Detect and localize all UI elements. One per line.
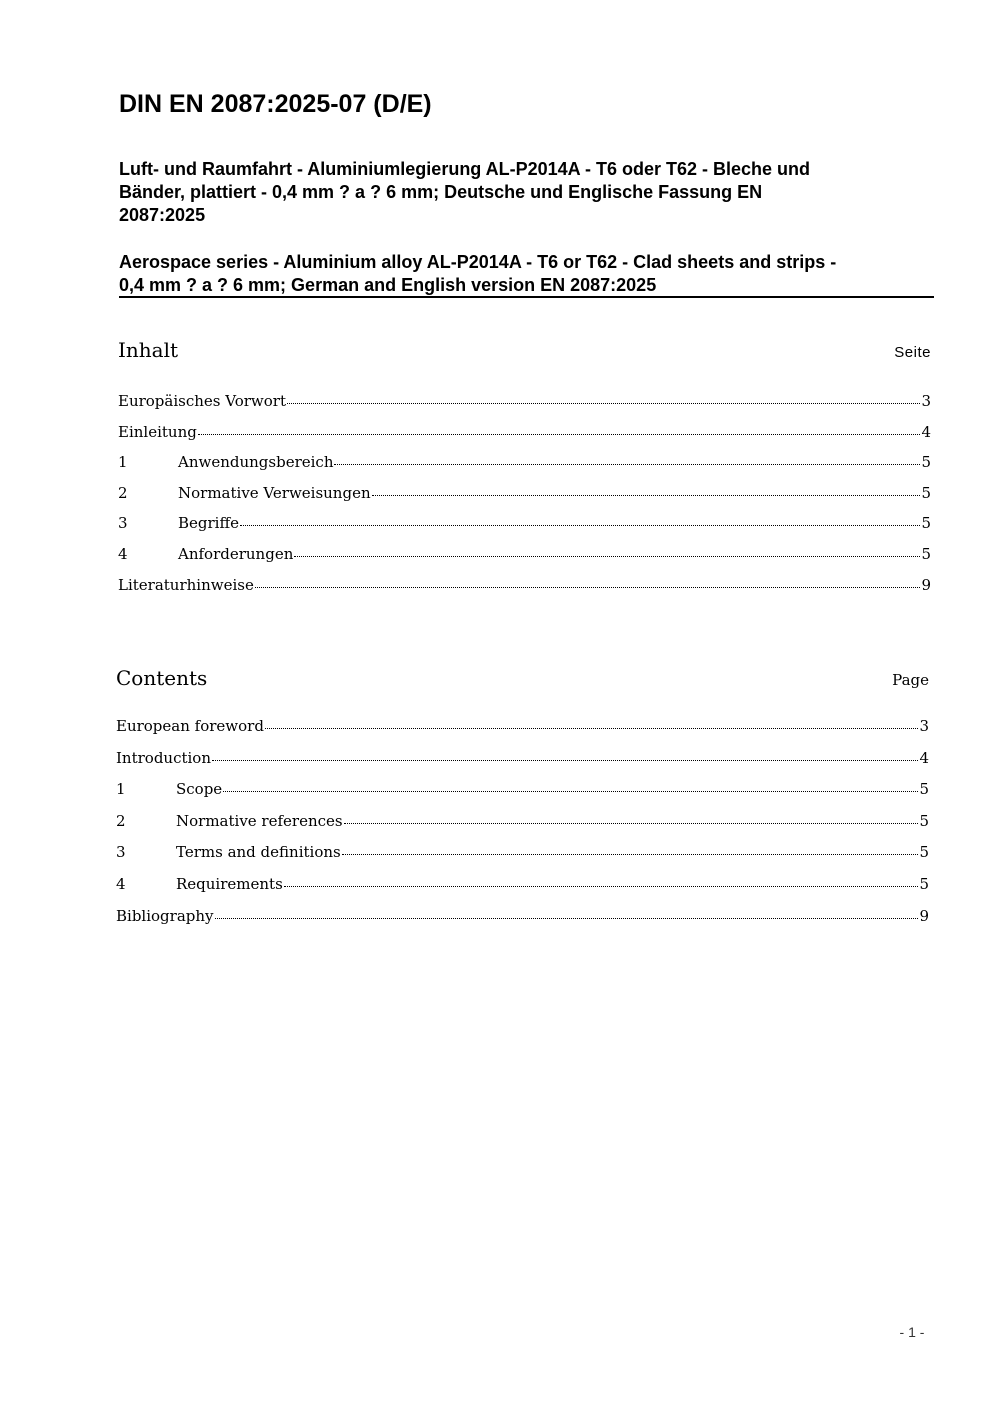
toc-entry[interactable]: [116, 907, 929, 939]
toc-entry-page: 5: [919, 811, 929, 830]
subtitle-german: Luft- und Raumfahrt - Aluminiumlegierung AL-P2014A - T6 oder T62 - Bleche und Bänder, plattiert - 0,4 mm ? a ? 6 mm; Deutsche und Englische Fassung EN 2087:2025: [119, 159, 811, 225]
toc-header: [118, 336, 931, 364]
toc-german: [118, 336, 931, 594]
toc-entry-label: Bibliography: [116, 906, 214, 925]
toc-entry[interactable]: [116, 749, 929, 781]
toc-entry-page: 5: [919, 874, 929, 893]
title-divider: [119, 296, 934, 298]
toc-entry-label: Terms and definitions: [176, 843, 341, 862]
toc-leader-dots: [342, 854, 919, 855]
toc-leader-dots: [294, 556, 920, 557]
toc-leader-dots: [334, 464, 920, 465]
toc-leader-dots: [344, 823, 919, 824]
toc-entry[interactable]: [118, 392, 931, 423]
toc-entry[interactable]: [118, 545, 931, 576]
toc-entry[interactable]: [118, 484, 931, 515]
toc-entry[interactable]: [116, 780, 929, 812]
toc-leader-dots: [372, 495, 921, 496]
toc-entry-label: Anforderungen: [178, 544, 294, 563]
toc-leader-dots: [215, 918, 919, 919]
subtitle-english: Aerospace series - Aluminium alloy AL-P2014A - T6 or T62 - Clad sheets and strips - 0,4 mm ? a ? 6 mm; German and English version EN 2087:2025: [119, 252, 837, 295]
toc-leader-dots: [287, 403, 920, 404]
toc-leader-dots: [255, 587, 921, 588]
toc-entry[interactable]: [116, 717, 929, 749]
toc-entry-label: Introduction: [116, 748, 211, 767]
toc-entry-label: Begriffe: [178, 514, 240, 533]
toc-entry-number: 4: [116, 874, 126, 893]
toc-entry[interactable]: [118, 423, 931, 454]
toc-entries: [118, 392, 931, 606]
toc-entry-page: 5: [921, 453, 931, 472]
toc-leader-dots: [198, 434, 921, 435]
toc-entry-number: 2: [116, 811, 126, 830]
toc-entry-label: Requirements: [176, 874, 283, 893]
toc-entry-page: 5: [921, 483, 931, 502]
toc-leader-dots: [284, 886, 919, 887]
toc-entry-page: 3: [919, 717, 929, 735]
toc-entries: [116, 717, 929, 938]
toc-leader-dots: [223, 791, 918, 792]
toc-page-column-label: Seite: [894, 344, 931, 361]
toc-entry-number: 1: [116, 780, 126, 799]
toc-entry-label: Europäisches Vorwort: [118, 392, 286, 410]
toc-page-column-label: Page: [892, 671, 929, 689]
toc-entry-number: 4: [118, 544, 128, 563]
toc-entry-page: 5: [919, 780, 929, 799]
toc-entry[interactable]: [116, 875, 929, 907]
toc-header: [116, 664, 929, 692]
toc-entry-page: 9: [919, 906, 929, 925]
toc-entry-label: Anwendungsbereich: [178, 453, 334, 472]
toc-leader-dots: [265, 728, 919, 729]
toc-english: [116, 664, 929, 925]
toc-leader-dots: [240, 525, 920, 526]
toc-entry-page: 5: [921, 514, 931, 533]
toc-entry-label: Scope: [176, 780, 223, 799]
toc-entry-page: 5: [919, 843, 929, 862]
toc-entry-number: 3: [118, 514, 128, 533]
toc-entry[interactable]: [116, 812, 929, 844]
toc-entry-label: Normative Verweisungen: [178, 483, 371, 502]
toc-entry-page: 4: [921, 422, 931, 441]
toc-entry-number: 2: [118, 483, 128, 502]
toc-heading: Inhalt: [118, 338, 179, 362]
toc-entry[interactable]: [118, 453, 931, 484]
toc-entry[interactable]: [118, 514, 931, 545]
toc-entry-page: 3: [921, 392, 931, 410]
toc-leader-dots: [212, 760, 918, 761]
toc-entry-page: 9: [921, 575, 931, 594]
document-title: DIN EN 2087:2025-07 (D/E): [119, 90, 432, 118]
toc-entry-label: European foreword: [116, 717, 264, 735]
toc-entry-page: 5: [921, 544, 931, 563]
toc-entry-label: Literaturhinweise: [118, 575, 254, 594]
toc-entry[interactable]: [118, 576, 931, 607]
toc-heading: Contents: [116, 666, 208, 690]
toc-entry-label: Normative references: [176, 811, 343, 830]
toc-entry[interactable]: [116, 843, 929, 875]
page-number: - 1 -: [899, 1324, 925, 1340]
toc-entry-page: 4: [919, 748, 929, 767]
toc-entry-number: 1: [118, 453, 128, 472]
toc-entry-label: Einleitung: [118, 422, 197, 441]
toc-entry-number: 3: [116, 843, 126, 862]
